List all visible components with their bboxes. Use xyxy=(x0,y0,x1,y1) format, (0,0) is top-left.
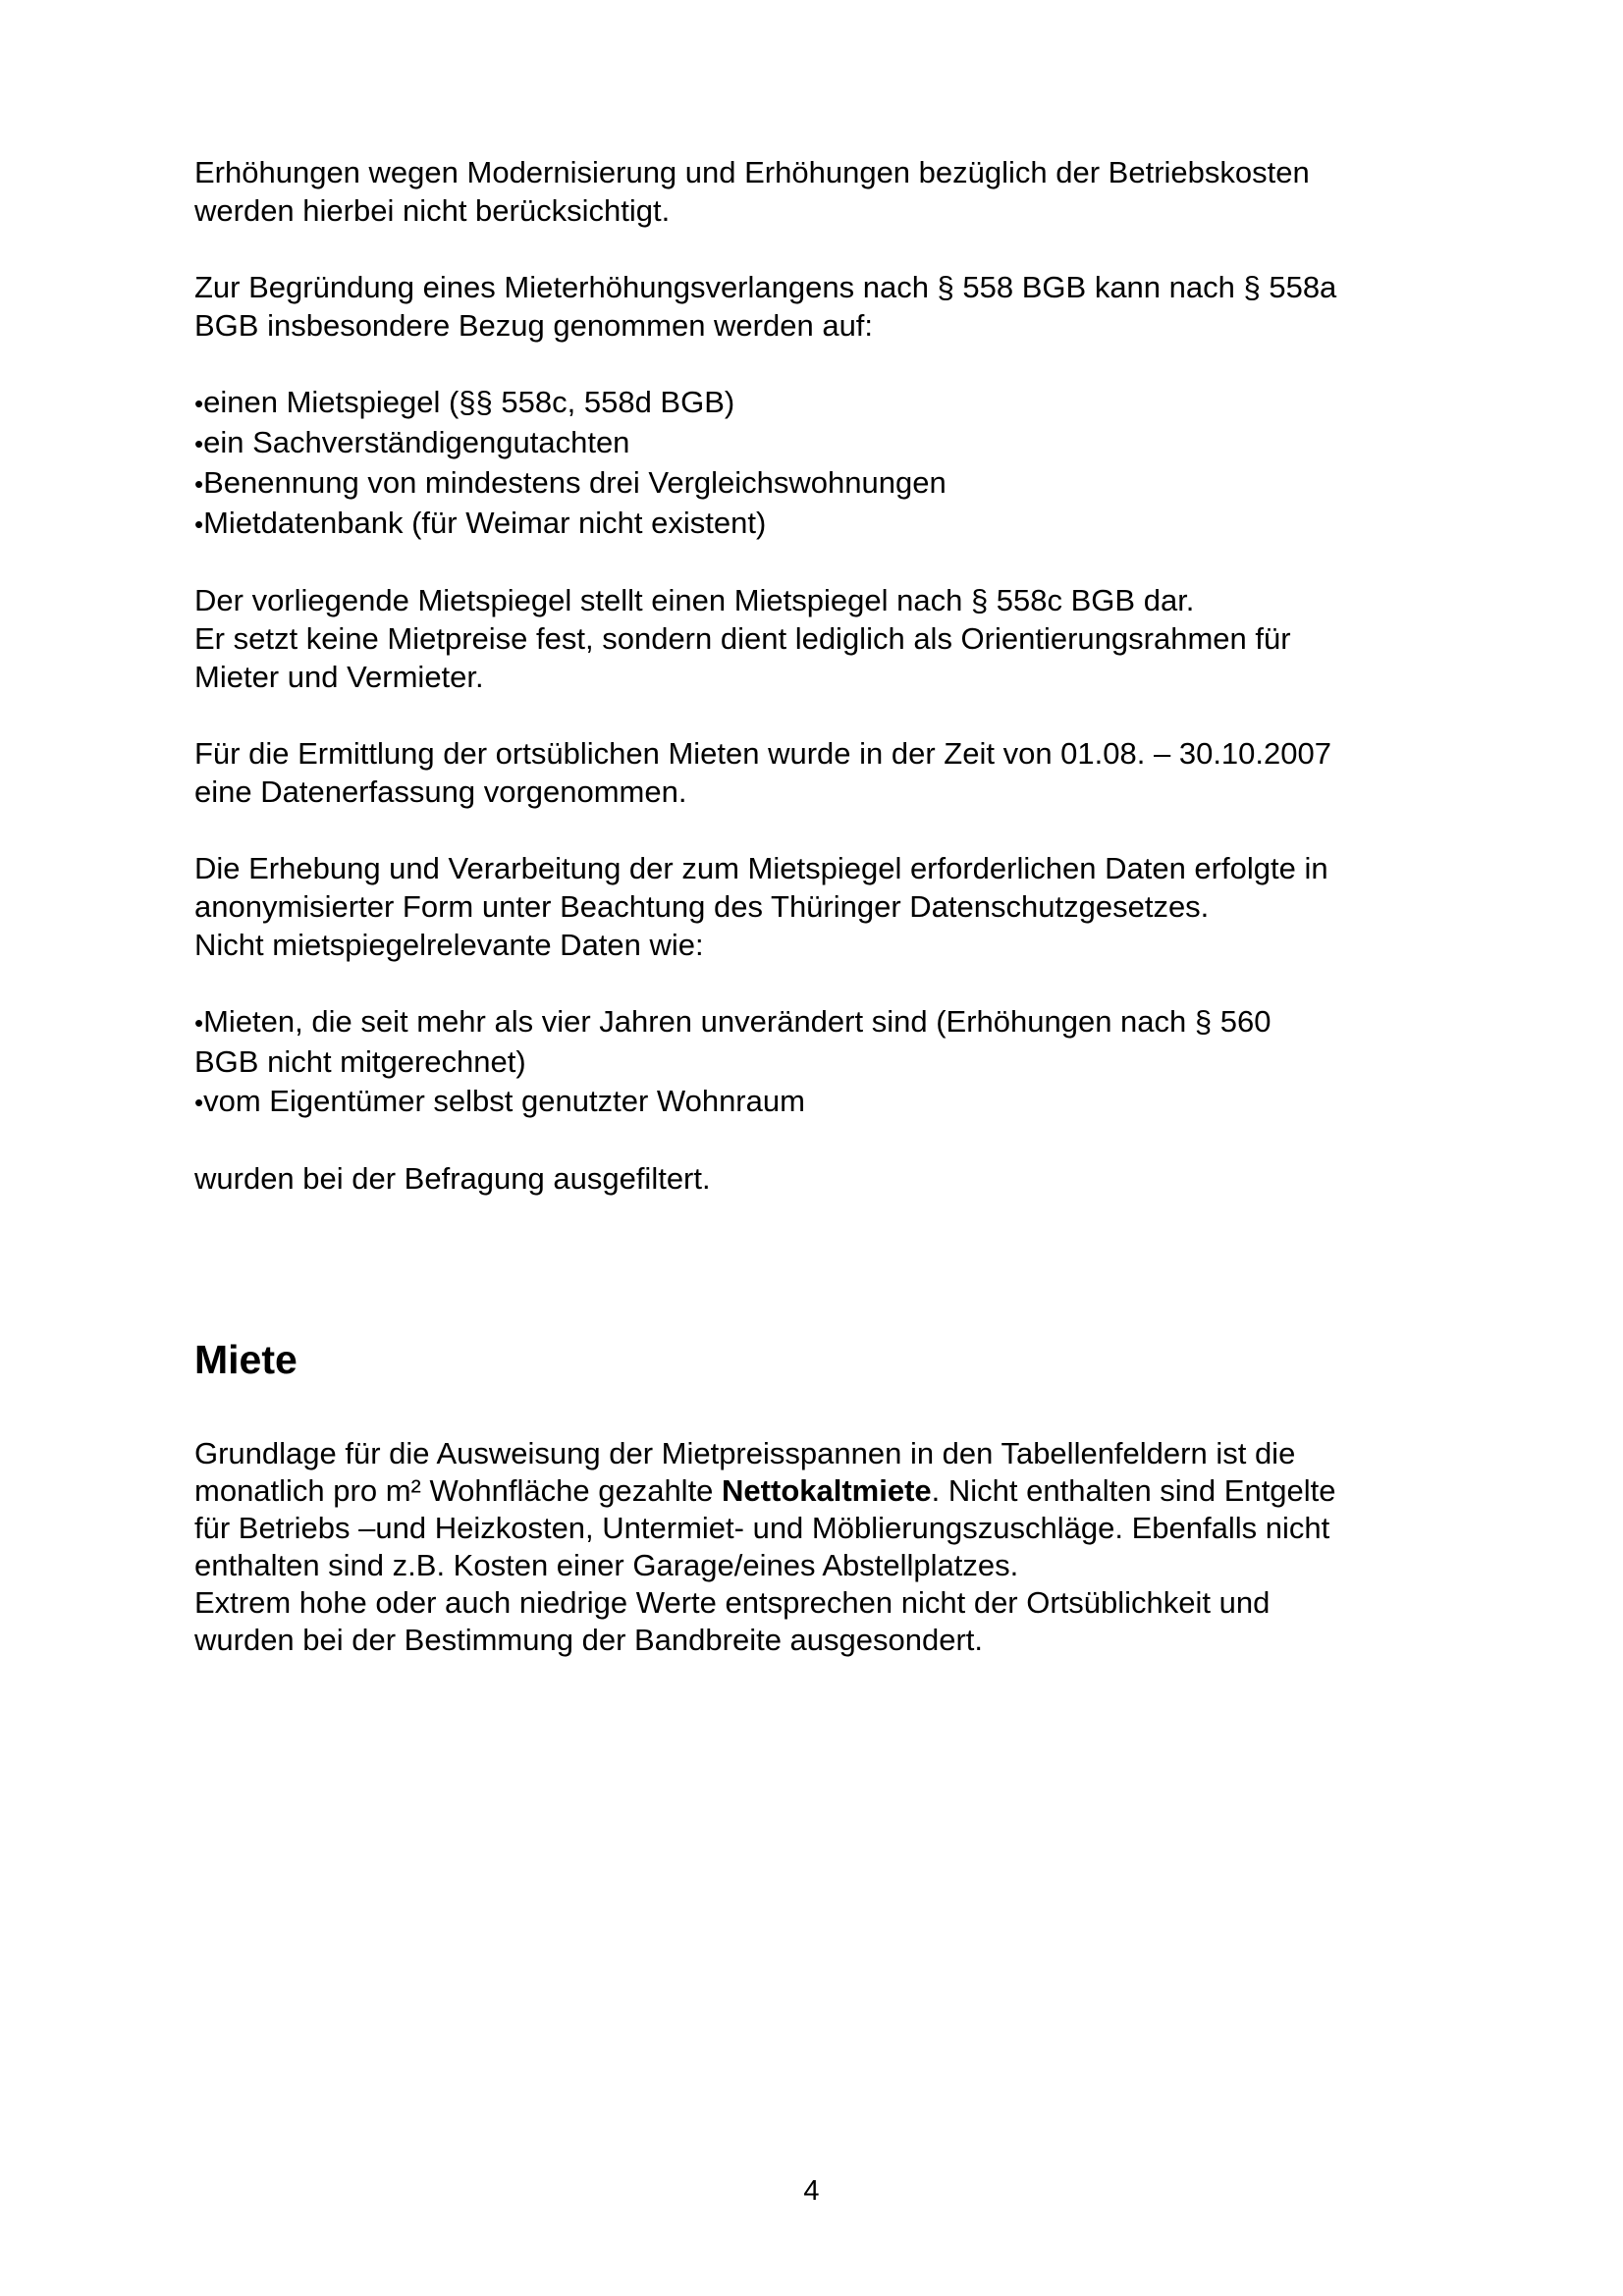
list-item: •Benennung von mindestens drei Vergleichswohnungen xyxy=(194,465,947,500)
bullet-icon: • xyxy=(194,1088,204,1117)
paragraph-mietspiegel xyxy=(194,581,1471,696)
list-item: •ein Sachverständigengutachten xyxy=(194,425,630,459)
text-line: Die Erhebung und Verarbeitung der zum Mietspiegel erforderlichen Daten erfolgte in xyxy=(194,851,1328,885)
text-line: Zur Begründung eines Mieterhöhungsverlangens nach § 558 BGB kann nach § 558a xyxy=(194,270,1337,304)
text-line: monatlich pro m² Wohnfläche gezahlte Nettokaltmiete. Nicht enthalten sind Entgelte xyxy=(194,1473,1336,1508)
paragraph-modernization xyxy=(194,153,1471,230)
text-line: Nicht mietspiegelrelevante Daten wie: xyxy=(194,928,704,962)
text-line: Mieter und Vermieter. xyxy=(194,660,484,694)
text-line: Extrem hohe oder auch niedrige Werte entsprechen nicht der Ortsüblichkeit und xyxy=(194,1585,1271,1620)
list-item: •vom Eigentümer selbst genutzter Wohnraum xyxy=(194,1084,805,1118)
paragraph-justification xyxy=(194,268,1471,345)
page-number: 4 xyxy=(803,2175,820,2207)
list-item: •Mieten, die seit mehr als vier Jahren unverändert sind (Erhöhungen nach § 560 xyxy=(194,1004,1271,1039)
text-line: Grundlage für die Ausweisung der Mietpreisspannen in den Tabellenfeldern ist die xyxy=(194,1436,1296,1470)
list-item: •einen Mietspiegel (§§ 558c, 558d BGB) xyxy=(194,385,735,419)
text-line: Erhöhungen wegen Modernisierung und Erhöhungen bezüglich der Betriebskosten xyxy=(194,155,1310,189)
paragraph-miete xyxy=(194,1435,1471,1659)
text-line: wurden bei der Bestimmung der Bandbreite ausgesondert. xyxy=(194,1623,984,1657)
text-line: eine Datenerfassung vorgenommen. xyxy=(194,774,687,809)
section-heading: Miete xyxy=(194,1337,298,1382)
bold-term: Nettokaltmiete xyxy=(722,1473,932,1508)
paragraph-data-processing xyxy=(194,849,1471,964)
text-line: werden hierbei nicht berücksichtigt. xyxy=(194,193,671,228)
text-line: Für die Ermittlung der ortsüblichen Mieten wurde in der Zeit von 01.08. – 30.10.2007 xyxy=(194,736,1331,771)
bullet-list-references xyxy=(194,383,1471,544)
text-line: anonymisierter Form unter Beachtung des Thüringer Datenschutzgesetzes. xyxy=(194,889,1210,924)
text-line: Der vorliegende Mietspiegel stellt einen Mietspiegel nach § 558c BGB dar. xyxy=(194,583,1195,617)
list-item-continuation: BGB nicht mitgerechnet) xyxy=(194,1044,526,1079)
bullet-icon: • xyxy=(194,1008,204,1038)
text-line: wurden bei der Befragung ausgefiltert. xyxy=(194,1161,711,1196)
section-miete-body xyxy=(194,1435,1471,1697)
text-line: enthalten sind z.B. Kosten einer Garage/eines Abstellplatzes. xyxy=(194,1548,1019,1582)
document-body xyxy=(194,153,1471,1236)
bullet-icon: • xyxy=(194,429,204,458)
bullet-icon: • xyxy=(194,509,204,539)
list-item: •Mietdatenbank (für Weimar nicht existent) xyxy=(194,506,767,540)
text-line: BGB insbesondere Bezug genommen werden auf: xyxy=(194,308,874,343)
paragraph-data-collection xyxy=(194,734,1471,811)
text-line: für Betriebs –und Heizkosten, Untermiet- und Möblierungszuschläge. Ebenfalls nicht xyxy=(194,1511,1330,1545)
bullet-icon: • xyxy=(194,469,204,499)
bullet-list-excluded xyxy=(194,1002,1471,1122)
paragraph-filtered xyxy=(194,1159,1471,1198)
text-line: Er setzt keine Mietpreise fest, sondern dient lediglich als Orientierungsrahmen für xyxy=(194,621,1291,656)
bullet-icon: • xyxy=(194,389,204,418)
